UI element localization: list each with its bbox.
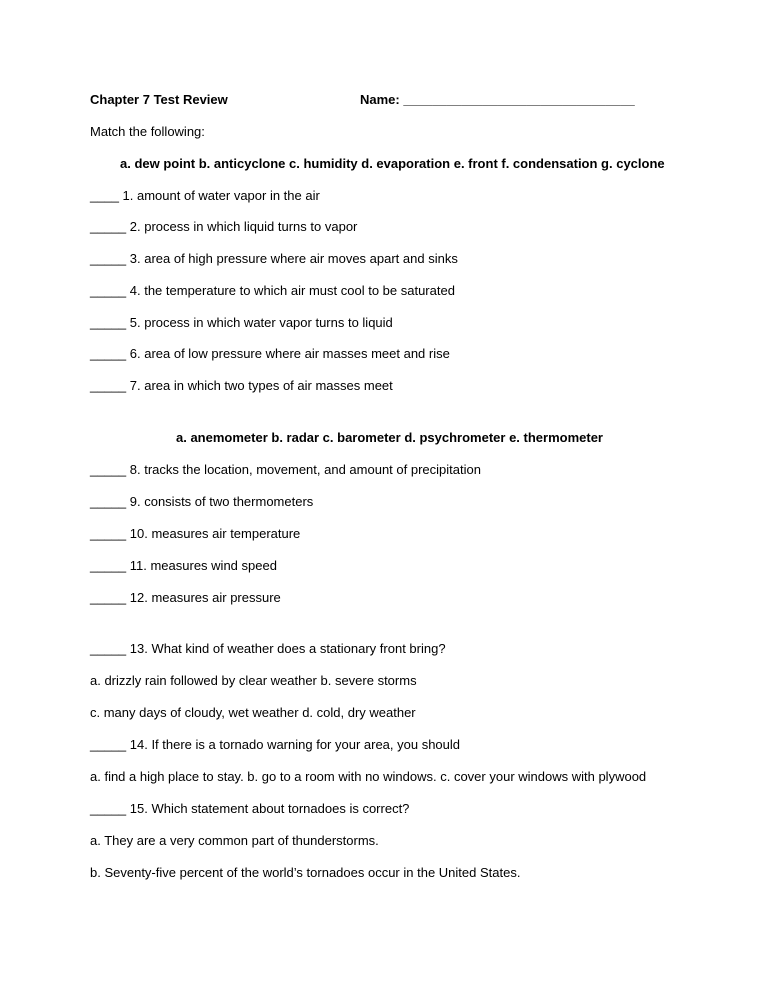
question-12: _____ 12. measures air pressure (90, 590, 281, 605)
question-13-options-c-d: c. many days of cloudy, wet weather d. cold, dry weather (90, 705, 416, 720)
question-14-options: a. find a high place to stay. b. go to a room with no windows. c. cover your windows with plywood (90, 769, 647, 784)
word-bank-1: a. dew point b. anticyclone c. humidity d. evaporation e. front f. condensation g. cyclone (120, 156, 665, 171)
question-4: _____ 4. the temperature to which air must cool to be saturated (90, 283, 455, 298)
question-15-option-b: b. Seventy-five percent of the world’s tornadoes occur in the United States. (90, 865, 521, 880)
question-3: _____ 3. area of high pressure where air moves apart and sinks (90, 251, 458, 266)
question-15-option-a: a. They are a very common part of thunderstorms. (90, 833, 379, 848)
question-14: _____ 14. If there is a tornado warning for your area, you should (90, 737, 461, 752)
question-13: _____ 13. What kind of weather does a stationary front bring? (90, 641, 446, 656)
word-bank-2: a. anemometer b. radar c. barometer d. psychrometer e. thermometer (176, 430, 603, 445)
question-5: _____ 5. process in which water vapor turns to liquid (90, 315, 393, 330)
question-7: _____ 7. area in which two types of air masses meet (90, 378, 393, 393)
instructions: Match the following: (90, 124, 205, 139)
question-13-options-a-b: a. drizzly rain followed by clear weather b. severe storms (90, 673, 417, 688)
question-15: _____ 15. Which statement about tornadoes is correct? (90, 801, 410, 816)
question-8: _____ 8. tracks the location, movement, and amount of precipitation (90, 462, 481, 477)
question-6: _____ 6. area of low pressure where air masses meet and rise (90, 346, 450, 361)
page-title: Chapter 7 Test Review (90, 92, 228, 107)
question-1: ____ 1. amount of water vapor in the air (90, 188, 320, 203)
question-2: _____ 2. process in which liquid turns to vapor (90, 219, 358, 234)
question-10: _____ 10. measures air temperature (90, 526, 301, 541)
question-11: _____ 11. measures wind speed (90, 558, 277, 573)
name-field: Name: ________________________________ (360, 92, 635, 107)
question-9: _____ 9. consists of two thermometers (90, 494, 314, 509)
